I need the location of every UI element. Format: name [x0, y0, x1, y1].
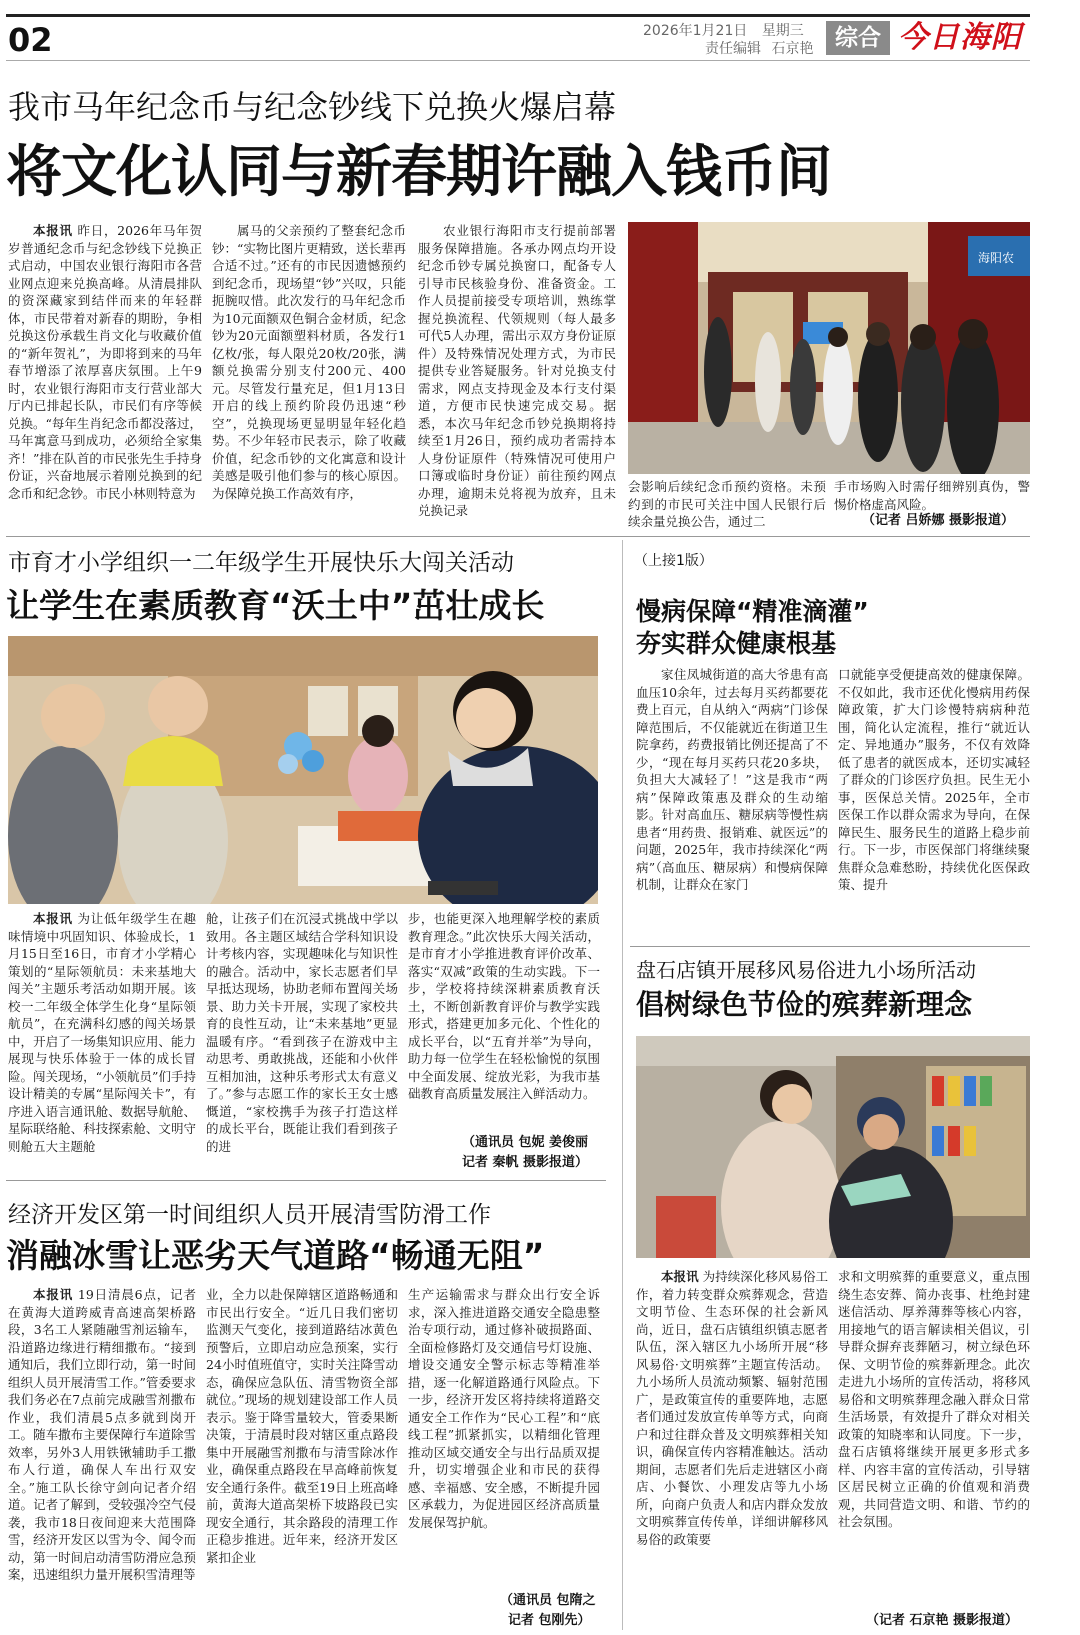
a1-col2 — [212, 222, 406, 529]
a4-col1-text: 家住凤城街道的高大爷患有高血压10余年，过去每月买药都要花费上百元，自从纳入“两病”门诊保障范围后，不仅能就近在街道卫生院拿药，药费报销比例还提高了不少，“现在每月买药只花20多块，负担大大减轻了！”这是我市“两病”保障政策惠及群众的生动缩影。针对高血压、糖尿病等慢性病患者“用药贵、报销难、就医远”的问题，2025年，我市持续深化“两病”（高血压、糖尿病）和慢病保障机制，让群众在家门 — [636, 667, 828, 892]
paper-logo: 今日海阳 — [898, 20, 1022, 55]
a5-credit: （记者 石京艳 摄影报道） — [866, 1613, 1019, 1628]
a3-col2 — [206, 1286, 398, 1630]
a1-col4-text: 会影响后续纪念币预约资格。未预约到的市民可关注中国人民银行后续余量兑换公告，通过二 — [628, 479, 826, 529]
a2-kicker: 市育才小学组织一二年级学生开展快乐大闯关活动 — [8, 550, 514, 576]
header-bottom-rule — [6, 60, 1030, 61]
issue-date — [643, 22, 804, 40]
a2-col1 — [8, 910, 196, 1172]
a3-col3 — [408, 1286, 600, 1586]
a2-col3 — [408, 910, 600, 1132]
a3-credit-1: （通讯员 包隋之 — [500, 1593, 596, 1608]
a3-col3-text: 生产运输需求与群众出行安全诉求，深入推进道路交通安全隐患整治专项行动，通过修补破损路面、全面检修路灯及交通信号灯设施、增设交通安全警示标志等精准举措，逐一化解道路通行风险点。下一步，经济开发区将持续将道路交通安全工作作为“民心工程”和“底线工程”抓紧抓实，以精细化管理推动区域交通安全与出行品质双提升，切实增强企业和市民的获得感、幸福感、安全感，不断提升园区承载力，为促进园区经济高质量发展保驾护航。 — [408, 1287, 600, 1530]
divider-3 — [630, 946, 1030, 947]
a5-col1 — [636, 1268, 828, 1630]
a2-col1-text: 为让低年级学生在趣味情境中巩固知识、体验成长，1月15日至16日，市育才小学精心策划的“星际领航员：未来基地大闯关”主题乐考活动如期开展。该校一二年级全体学生化身“星际领航员”，在充满科幻感的闯关场景中，开启了一场集知识应用、能力展现与快乐体验于一体的成长冒险。闯关现场，“小领航员”们手持设计精美的专属“星际闯关卡”，有序进入语言通讯舱、数据导航舱、星际联络舱、科技探索舱、文明守则舱五大主题舱 — [8, 911, 196, 1154]
a5-lead: 本报讯 — [661, 1269, 699, 1284]
a1-col5 — [834, 478, 1030, 514]
page-number: 02 — [8, 21, 53, 59]
a5-col2-text: 求和文明殡葬的重要意义，重点围绕生态安葬、简办丧事、杜绝封建迷信活动、厚养薄葬等核心内容，用接地气的语言解读相关倡议，引导群众摒弃丧葬陋习，树立绿色环保、文明节俭的殡葬新理念。此次走进九小场所的宣传活动，将移风易俗和文明殡葬理念融入群众日常生活场景，有效提升了群众对相关政策的知晓率和认同度。下一步，盘石店镇将继续开展更多形式多样、内容丰富的宣传活动，引导辖区居民树立正确的价值观和消费观，共同营造文明、和谐、节约的社会氛围。 — [838, 1269, 1030, 1529]
column-divider — [622, 540, 623, 1630]
a2-title: 让学生在素质教育“沃土中”茁壮成长 — [6, 586, 545, 625]
a1-photo-bank-queue — [628, 222, 1030, 474]
a3-credit-2: 记者 包刚先） — [508, 1613, 591, 1628]
divider-1 — [6, 536, 1030, 537]
a2-credit-2: 记者 秦帆 摄影报道） — [462, 1155, 589, 1170]
a3-lead: 本报讯 — [33, 1287, 74, 1302]
weekday-text: 星期三 — [761, 23, 804, 39]
a3-col2-text: 业，全力以赴保障辖区道路畅通和市民出行安全。“近几日我们密切监测天气变化，接到道路结冰黄色预警后，立即启动应急预案，实行24小时值班值守，实时关注降雪动态，确保应急队伍、清雪物资全部就位。”现场的规划建设部工作人员表示。鉴于降雪量较大，管委果断决策，于清晨时段对辖区重点路段集中开展融雪剂撒布与清雪除冰作业，确保重点路段在早高峰前恢复安全通行条件。截至19日上班高峰前，黄海大道高架桥下坡路段已实现安全通行，其余路段的清理工作正稳步推进。近年来，经济开发区紧扣企业 — [206, 1287, 398, 1565]
a4-title-1: 慢病保障“精准滴灌” — [636, 597, 869, 626]
a1-col3-text: 农业银行海阳市支行提前部署服务保障措施。各承办网点均开设纪念币钞专属兑换窗口，配备专人引导市民核验身份、准备资金。工作人员提前接受专项培训，熟练掌握兑换流程、代领规则（每人最多可代5人办理，需出示双方身份证原件）及特殊情况处理方式，为市民提供专业答疑服务。针对兑换支付需求，网点支持现金及本行支付渠道，方便市民快速完成交易。据悉，本次马年纪念币钞兑换期将持续至1月26日，预约成功者需持本人身份证原件（特殊情况可使用户口簿或临时身份证）前往预约网点办理，逾期未兑将视为放弃，且未兑换记录 — [418, 223, 616, 518]
a2-col2 — [206, 910, 398, 1172]
a2-photo-school — [8, 636, 598, 904]
a1-title: 将文化认同与新春期许融入钱币间 — [6, 140, 831, 205]
editor-label: 责任编辑 — [705, 41, 761, 57]
a1-col2-text: 属马的父亲预约了整套纪念币钞：“实物比图片更精致，送长辈再合适不过。”还有的市民因遗憾预约到纪念币，现场望“钞”兴叹，只能扼腕叹惜。此次发行的马年纪念币为10元面额双色铜合金材质，纪念钞为20元面额塑料材质，各发行1亿枚/张，每人限兑20枚/20张，满额兑换需分别支付200元、400元。尽管发行量充足，但1月13日开启的线上预约阶段仍迅速“秒空”，兑换现场更显明显年轻化趋势。不少年轻市民表示，除了收藏价值，纪念币钞的文化寓意和设计美感是吸引他们参与的核心原因。为保障兑换工作高效有序， — [212, 223, 406, 501]
a2-credit-1: （通讯员 包妮 姜俊丽 — [462, 1135, 589, 1150]
a4-col1 — [636, 666, 828, 922]
a3-title: 消融冰雪让恶劣天气道路“畅通无阻” — [6, 1236, 545, 1275]
a5-title: 倡树绿色节俭的殡葬新理念 — [636, 988, 973, 1021]
editor-line — [705, 40, 813, 58]
a2-col2-text: 舱，让孩子们在沉浸式挑战中学以致用。各主题区域结合学科知识设计考核内容，实现趣味化与知识性的融合。活动中，家长志愿者们早早抵达现场，协助老师布置闯关场景、助力关卡开展，实现了家校共育的良性互动，让“未来基地”更显温暖有序。“看到孩子在游戏中主动思考、勇敢挑战，还能和小伙伴互相加油，这种乐考形式太有意义了。”参与志愿工作的家长王女士感慨道，“家校携手为孩子打造这样的成长平台，既能让我们看到孩子的进 — [206, 911, 398, 1154]
a1-credit: （记者 吕娇娜 摄影报道） — [862, 513, 1015, 528]
a1-col1 — [8, 222, 202, 529]
a1-lead: 本报讯 — [33, 223, 73, 238]
a4-col2 — [838, 666, 1030, 922]
a5-photo-shop — [636, 1036, 1030, 1258]
section-badge: 综合 — [826, 21, 890, 55]
a5-col1-text: 为持续深化移风易俗工作，着力转变群众殡葬观念，营造文明节俭、生态环保的社会新风尚，近日，盘石店镇组织镇志愿者队伍，深入辖区九小场所开展“移风易俗·文明殡葬”主题宣传活动。九小场所人员流动频繁、辐射范围广，是政策宣传的重要阵地，志愿者们通过发放宣传单等方式，向商户和过往群众普及文明殡葬相关知识，确保宣传内容精准触达。活动期间，志愿者们先后走进辖区小商店、小餐饮、小理发店等九小场所，向商户负责人和店内群众发放文明殡葬宣传传单，详细讲解移风易俗的政策要 — [636, 1269, 828, 1547]
a1-col1-text: 昨日，2026年马年贺岁普通纪念币与纪念钞线下兑换正式启动，中国农业银行海阳市各营业网点迎来兑换高峰。从清晨排队的资深藏家到结伴而来的年轻群体，市民带着对新春的期盼，争相兑换这份承载生肖文化与收藏价值的“新年贺礼”，为即将到来的马年春节增添了浓厚喜庆氛围。上午9时，农业银行海阳市支行营业部大厅内已排起长队，市民们有序等候兑换。“每年生肖纪念币都没落过，马年寓意马到成功，必须给全家集齐！”排在队首的市民张先生手持身份证，兴奋地展示着刚兑换到的纪念币和纪念钞。市民小林则特意为 — [8, 223, 202, 501]
a2-lead: 本报讯 — [33, 911, 73, 926]
a4-continued: （上接1版） — [634, 553, 713, 569]
date-text: 2026年1月21日 — [643, 23, 748, 39]
a3-kicker: 经济开发区第一时间组织人员开展清雪防滑工作 — [8, 1202, 491, 1228]
a2-col3-text: 步，也能更深入地理解学校的素质教育理念。”此次快乐大闯关活动，是市育才小学推进教育评价改革、落实“双减”政策的生动实践。下一步，学校将持续深耕素质教育沃土，不断创新教育评价与教学实践形式，搭建更加多元化、个性化的成长平台，以“五育并举”为导向，助力每一位学生在轻松愉悦的氛围中全面发展、绽放光彩，为我市基础教育高质量发展注入鲜活动力。 — [408, 911, 600, 1101]
a1-col4 — [628, 478, 826, 530]
a1-kicker: 我市马年纪念币与纪念钞线下兑换火爆启幕 — [8, 88, 617, 126]
a3-col1-text: 19日清晨6点，记者在黄海大道跨威青高速高架桥路段，3名工人紧随融雪剂运输车，沿道路边缘进行精细撒布。“接到通知后，我们立即行动，第一时间组织人员开展清雪工作。”管委要求我们务必在7点前完成融雪剂撒布作业，我们清晨5点多就到岗开工。随车撒布主要保障行车道除雪效率，另外3人用铁锹辅助手工撒布人行道，确保人车出行双安全。”施工队长徐守剑向记者介绍道。记者了解到，受较强冷空气侵袭，我市18日夜间迎来大范围降雪，经济开发区以雪为令、闻令而动，第一时间启动清雪防滑应急预案，迅速组织力量开展积雪清理等 — [8, 1287, 196, 1582]
a4-col2-text: 口就能享受便捷高效的健康保障。不仅如此，我市还优化慢病用药保障政策，扩大门诊慢特病病种范围，简化认定流程，推行“就近认定、异地通办”服务，不仅有效降低了患者的就医成本，还切实减轻了群众的门诊医疗负担。民生无小事，医保总关情。2025年，全市医保工作以群众需求为导向，在保障民生、服务民生的道路上稳步前行。下一步，市医保部门将继续聚焦群众急难愁盼，持续优化医保政策、提升 — [838, 667, 1030, 892]
a5-col2 — [838, 1268, 1030, 1606]
editor-name: 石京艳 — [771, 41, 814, 57]
a1-photo-sign: 海阳农 — [978, 251, 1015, 265]
a3-col1 — [8, 1286, 196, 1630]
a1-col3 — [418, 222, 616, 529]
a1-col5-text: 手市场购入时需仔细辨别真伪，警惕价格虚高风险。 — [834, 479, 1030, 512]
a5-kicker: 盘石店镇开展移风易俗进九小场所活动 — [636, 958, 976, 982]
top-border — [6, 14, 1030, 17]
divider-2 — [6, 1180, 606, 1181]
a4-title-2: 夯实群众健康根基 — [636, 629, 837, 658]
